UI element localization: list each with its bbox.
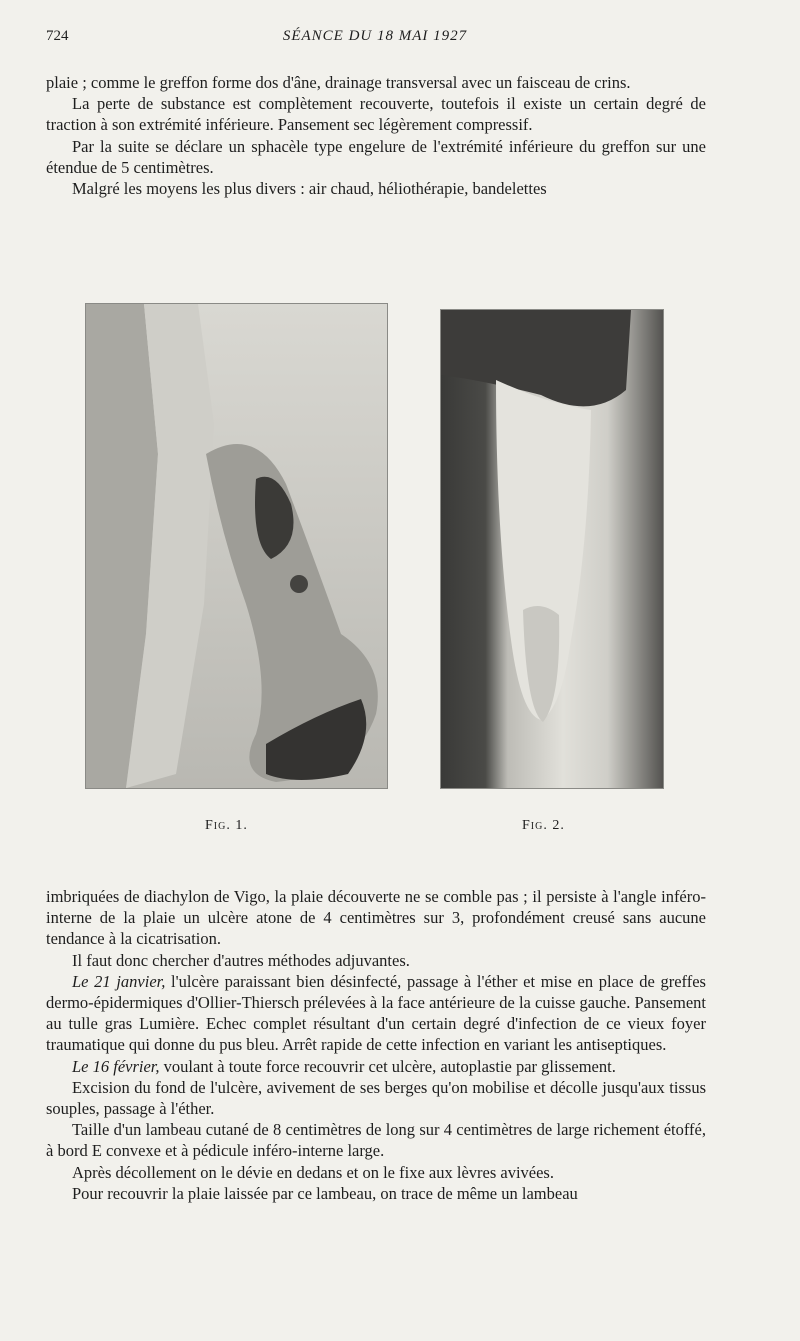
page-header: [46, 28, 704, 50]
paragraph: Il faut donc chercher d'autres méthodes adjuvantes.: [72, 950, 410, 970]
paragraph: plaie ; comme le greffon forme dos d'âne, drainage transversal avec un faisceau de crins.: [46, 73, 631, 92]
figure-1-photo: [85, 303, 388, 789]
paragraph: Après décollement on le dévie en dedans et on le fixe aux lèvres avivées.: [72, 1162, 554, 1182]
figure-1-caption: Fig. 1.: [205, 818, 248, 833]
paragraph: Taille d'un lambeau cutané de 8 centimètres de long sur 4 centimètres de large richement étoffé, à bord E convexe et à pédicule inféro-interne large.: [46, 1120, 706, 1161]
leg-flap-illustration: [441, 310, 663, 788]
page-number: 724: [46, 28, 69, 44]
paragraph: Excision du fond de l'ulcère, avivement de ses berges qu'on mobilise et décolle jusqu'aux tissus souples, passage à l'éther.: [46, 1077, 706, 1119]
figure-2-caption: Fig. 2.: [522, 818, 565, 833]
top-text-block: [46, 72, 706, 199]
paragraph: [46, 1056, 706, 1077]
figure-2-photo: [440, 309, 664, 789]
paragraph: imbriquées de diachylon de Vigo, la plaie découverte ne se comble pas ; il persiste à l'angle inféro-interne de la plaie un ulcère atone de 4 centimètres sur 3, profondément creusé sans aucune tendance à la cicatrisation.: [46, 887, 706, 949]
paragraph: [46, 971, 706, 1056]
running-title: SÉANCE DU 18 MAI 1927: [282, 28, 468, 44]
paragraph: Par la suite se déclare un sphacèle type engelure de l'extrémité inférieure du greffon sur une étendue de 5 centimètres.: [46, 136, 706, 177]
paragraph: Malgré les moyens les plus divers : air chaud, héliothérapie, bandelettes: [72, 179, 547, 199]
bottom-text-block: [46, 886, 706, 1204]
date-label: Le 16 février,: [72, 1056, 160, 1076]
leg-ulcer-illustration: [86, 304, 387, 788]
paragraph-body: voulant à toute force recouvrir cet ulcère, autoplastie par glissement.: [159, 1056, 616, 1076]
date-label: Le 21 janvier,: [72, 971, 166, 991]
paragraph: La perte de substance est complètement recouverte, toutefois il existe un certain degré de traction à son extrémité inférieure. Pansement sec légèrement compressif.: [46, 94, 706, 135]
paragraph: Pour recouvrir la plaie laissée par ce lambeau, on trace de même un lambeau: [72, 1183, 578, 1203]
paragraph-body: l'ulcère paraissant bien désinfecté, passage à l'éther et mise en place de greffes dermo-épidermiques d'Ollier-Thiersch prélevées à la face antérieure de la cuisse gauche. Pansement au tulle gras Lumière. Echec complet résultant d'un certain degré d'infection de ce vieux foyer traumatique qui donne du pus bleu. Arrêt rapide de cette infection en variant les antiseptiques.: [46, 971, 706, 1055]
